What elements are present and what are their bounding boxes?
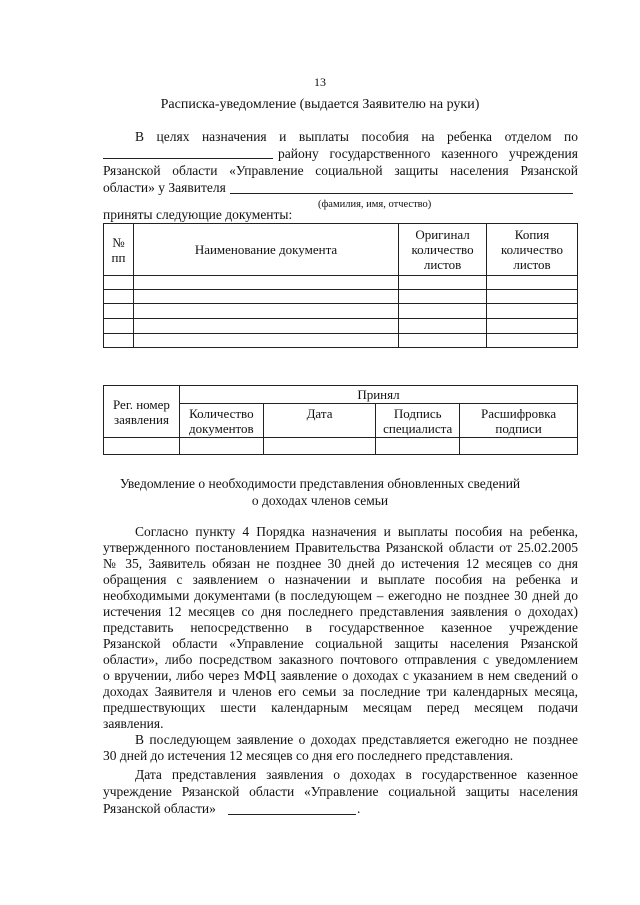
row-cell [487, 334, 578, 348]
row-cell [104, 334, 134, 348]
row-cell [133, 276, 398, 290]
page-number: 13 [314, 75, 326, 89]
notice-p1-last-line: заявления. [103, 716, 164, 731]
col-reg-number-header: Рег. номер заявления [104, 386, 180, 438]
table-row [104, 319, 578, 334]
notice-p1-line: № 35, Заявитель обязан не позднее 30 дней до истечения 12 месяцев со дня [103, 556, 578, 571]
row-cell [399, 304, 487, 319]
table-row [104, 334, 578, 348]
notice-p1-line: предшествующих шести календарным месяцам перед месяцем подачи [103, 700, 578, 715]
row-cell [133, 319, 398, 334]
intro-line-4: области» у Заявителя [103, 180, 226, 195]
row-cell [104, 319, 134, 334]
row-cell [133, 304, 398, 319]
notice-p1-line: о вручении, либо через МФЦ заявление о доходах с указанием в нем сведений о [103, 668, 578, 683]
notice-p1-line: Согласно пункту 4 Порядка назначения и выплаты пособия на ребенка, [135, 524, 578, 539]
notice-p1-line: истечения 12 месяцев со дня последнего представления заявления о доходах) [103, 604, 578, 619]
row-cell [179, 438, 263, 455]
col-documents-count-header: Количество документов [179, 404, 263, 438]
row-cell [133, 290, 398, 304]
notice-p3-line-2: учреждение Рязанской области «Управление социальной защиты населения [103, 784, 578, 799]
documents-table-header [104, 224, 578, 276]
acceptance-table [103, 385, 578, 455]
notice-p1-line: Рязанской области «Управление социальной защиты населения Рязанской [103, 636, 578, 651]
fio-caption: (фамилия, имя, отчество) [318, 199, 432, 210]
col-accepted-header: Принял [179, 386, 577, 404]
notice-title-line-2: о доходах членов семьи [251, 493, 389, 508]
row-cell [487, 319, 578, 334]
notice-p1-line: обращения с заявлением о назначении и выплате пособия на ребенка и [103, 572, 578, 587]
row-cell [487, 276, 578, 290]
row-cell [399, 319, 487, 334]
notice-p1-line: необходимыми документами (в последующем – ежегодно не позднее 30 дней до [103, 588, 578, 603]
intro-line-3: Рязанской области «Управление социальной защиты населения Рязанской [103, 163, 578, 178]
notice-p1-line: представить непосредственно в государственное казенное учреждение [103, 620, 578, 635]
row-cell [104, 304, 134, 319]
notice-p1-line: области», либо посредством заказного почтового отправления с уведомлением [103, 652, 578, 667]
row-cell [104, 438, 180, 455]
table-row [104, 276, 578, 290]
table-row [104, 290, 578, 304]
accepted-documents-label: приняты следующие документы: [103, 207, 293, 222]
row-cell [460, 438, 578, 455]
row-cell [133, 334, 398, 348]
notice-p1-line: доходах Заявителя и членов его семьи за последние три календарных месяца, [103, 684, 578, 699]
applicant-name-blank [230, 193, 573, 194]
col-decode-header: Расшифровка подписи [460, 404, 578, 438]
row-cell [399, 276, 487, 290]
notice-p3-line-3: Рязанской области» [103, 801, 216, 816]
department-blank [103, 158, 273, 159]
notice-p2-line-2: 30 дней до истечения 12 месяцев со дня его последнего представления. [103, 748, 514, 763]
submission-date-blank [228, 814, 356, 815]
acceptance-row [104, 438, 578, 455]
col-copy-header: Копия количество листов [487, 224, 578, 276]
row-cell [104, 276, 134, 290]
row-cell [399, 290, 487, 304]
row-cell [376, 438, 460, 455]
row-cell [487, 304, 578, 319]
notice-p1-line: утвержденного постановлением Правительства Рязанской области от 25.02.2005 [103, 540, 578, 555]
col-date-header: Дата [263, 404, 375, 438]
col-original-header: Оригинал количество листов [399, 224, 487, 276]
row-cell [487, 290, 578, 304]
notice-p3-end: . [357, 801, 361, 816]
col-name-header: Наименование документа [133, 224, 398, 276]
col-number-header: № пп [104, 224, 134, 276]
row-cell [263, 438, 375, 455]
intro-line-1: В целях назначения и выплаты пособия на ребенка отделом по [135, 129, 578, 144]
notice-title-line-1: Уведомление о необходимости представления обновленных сведений [119, 476, 521, 491]
row-cell [104, 290, 134, 304]
col-signature-header: Подпись специалиста [376, 404, 460, 438]
acceptance-header-row-1 [104, 386, 578, 404]
notice-p2-line-1: В последующем заявление о доходах представляется ежегодно не позднее [135, 732, 578, 747]
intro-line-2: району государственного казенного учреждения [278, 146, 578, 161]
row-cell [399, 334, 487, 348]
table-row [104, 304, 578, 319]
documents-table [103, 223, 578, 348]
receipt-title: Расписка-уведомление (выдается Заявителю на руки) [160, 97, 480, 112]
notice-p3-line-1: Дата представления заявления о доходах в государственное казенное [135, 767, 578, 782]
